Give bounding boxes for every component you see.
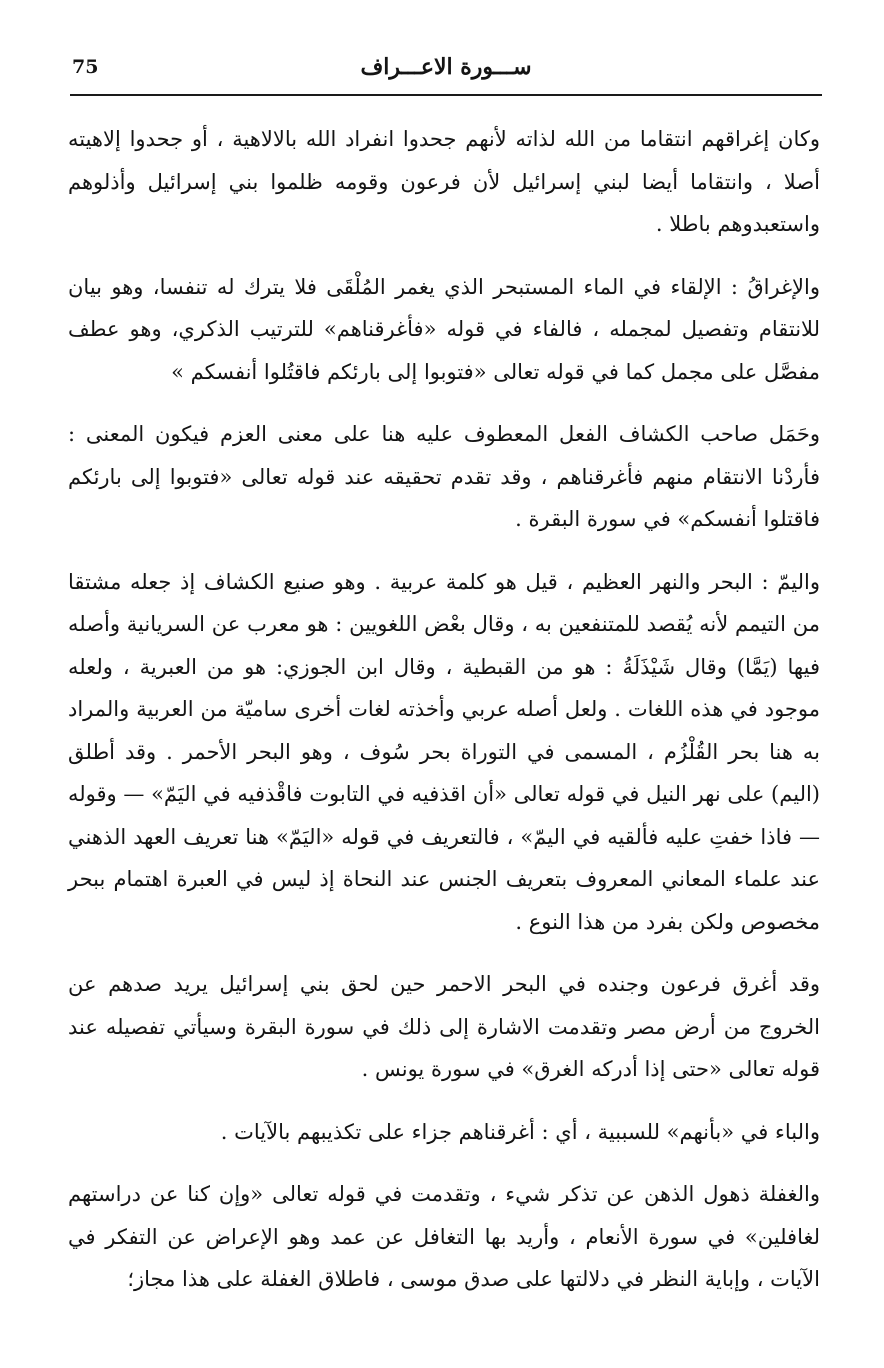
paragraph-pharaoh-drowned: وقد أغرق فرعون وجنده في البحر الاحمر حين لحق بني إسرائيل يريد صدهم عن الخروج من أرض مصر وتقدمت الاشارة إلى ذلك في سورة البقرة وسيأتي تفصيله عند قوله تعالى «حتى إذا أدركه الغرق» في سورة يونس . (68, 972, 820, 1081)
header-divider (70, 94, 822, 96)
page-header (72, 50, 820, 90)
paragraph-meaning-yamm: واليمّ : البحر والنهر العظيم ، قيل هو كلمة عربية . وهو صنيع الكشاف إذ جعله مشتقا من التيمم لأنه يُقصد للمتنفعين به ، وقال بعْض اللغويين : هو معرب عن السريانية وأصله فيها (يَمَّا) وقال شَيْذَلَةُ : هو من القبطية ، وقال ابن الجوزي: هو من العبرية ، ولعله موجود في هذه اللغات . ولعل أصله عربي وأخذته لغات أخرى ساميّة من العربية والمراد به هنا بحر القُلْزُم ، المسمى في التوراة بحر سُوف ، وهو البحر الأحمر . وقد أطلق (اليم) على نهر النيل في قوله تعالى «أن اقذفيه في التابوت فاقْذفيه في اليَمّ» — وقوله — فاذا خفتِ عليه فألقيه في اليمّ» ، فالتعريف في قوله «اليَمّ» هنا تعريف العهد الذهني عند علماء المعاني المعروف بتعريف الجنس عند النحاة إذ ليس في العبرة اهتمام ببحر مخصوص ولكن بفرد من هذا النوع . (68, 569, 820, 934)
surah-title: ســـورة الاعـــراف (360, 54, 532, 80)
page-body (68, 118, 820, 1301)
paragraph-meaning-ghafla: والغفلة ذهول الذهن عن تذكر شيء ، وتقدمت في قوله تعالى «وإن كنا عن دراستهم لغافلين» في سورة الأنعام ، وأريد بها التغافل عن عمد وهو الإعراض عن التفكر في الآيات ، وإباية النظر في دلالتها على صدق موسى ، فاطلاق الغفلة على هذا مجاز؛ (68, 1182, 820, 1291)
paragraph-causal-ba: والباء في «بأنهم» للسببية ، أي : أغرقناهم جزاء على تكذيبهم بالآيات . (220, 1119, 820, 1144)
paragraph-definition-ighraq: والإغراقُ : الإلقاء في الماء المستبحر الذي يغمر المُلْقَى فلا يترك له تنفسا، وهو بيان للانتقام وتفصيل لمجمله ، فالفاء في قوله «فأغرقناهم» للترتيب الذكري، وهو عطف مفصَّل على مجمل كما في قوله تعالى «فتوبوا إلى بارئكم فاقتُلوا أنفسكم » (68, 274, 821, 384)
paragraph-kashshaf-opinion: وحَمَل صاحب الكشاف الفعل المعطوف عليه هنا على معنى العزم فيكون المعنى : فأردْنا الانتقام منهم فأغرقناهم ، وقد تقدم تحقيقه عند قوله تعالى «فتوبوا إلى بارئكم فاقتلوا أنفسكم» في سورة البقرة . (68, 422, 820, 531)
page-number: 75 (72, 56, 99, 78)
paragraph-drowning-reason: وكان إغراقهم انتقاما من الله لذاته لأنهم جحدوا انفراد الله بالالاهية ، أو جحدوا إلاهيته أصلا ، وانتقاما أيضا لبني إسرائيل لأن فرعون وقومه ظلموا بني إسرائيل وأذلوهم واستعبدوهم باطلا . (68, 127, 820, 236)
